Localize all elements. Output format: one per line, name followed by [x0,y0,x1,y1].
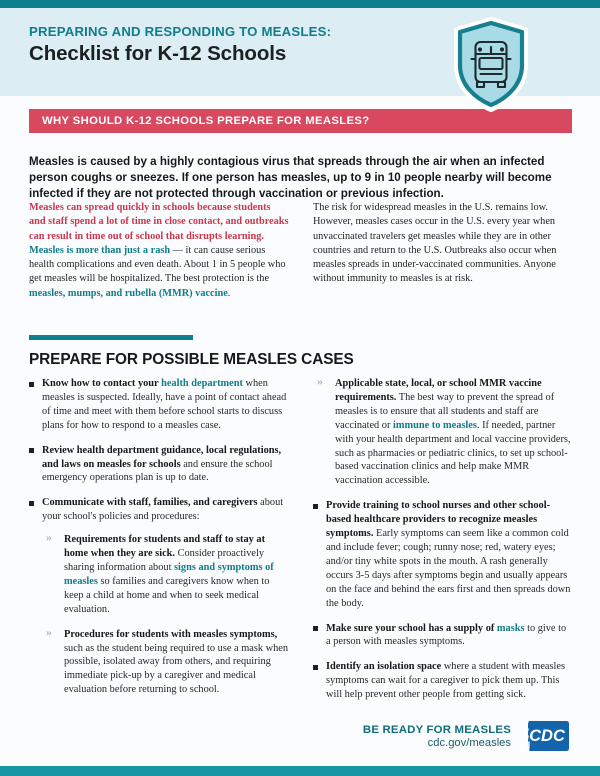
why-left-column [29,201,289,301]
prepare-section-columns [29,377,574,713]
item-bold-lead: Know how to contact your [42,378,162,389]
health-department-link[interactable]: health department [161,378,243,389]
item-bold-lead: Applicable state, local, or school MMR vaccine requirements. [335,378,542,403]
masks-link[interactable]: masks [496,622,525,634]
item-rest: when measles is suspected. Ideally, have a point of contact ahead of time and meet with them before school starts to discuss plans for how to respond to a measles case. [42,378,287,431]
checklist-left [29,377,289,697]
prepare-section-title: PREPARE FOR POSSIBLE MEASLES CASES [29,351,354,368]
cdc-logo [519,719,571,754]
why-section-columns [29,201,574,301]
subitem-rest-b: so families and caregivers know when to keep a child at home and when to seek medical evaluation. [64,575,270,615]
mmr-vaccine-link[interactable]: measles, mumps, and rubella (MMR) vaccine [29,287,228,299]
list-item [42,628,289,698]
item-bold-lead: Identify an isolation space [326,661,442,673]
item-rest-b: to give to a person with measles symptoms. [326,622,567,648]
checklist-left-subitems [42,533,289,697]
why-right-paragraph: The risk for widespread measles in the U.S. remains low. However, measles cases occur in the U.S. every year when unvaccinated travelers get measles while they are in other countries and return to the U.S. Outbreaks also occur when measles spreads in under-vaccinated communities. Anyone without immunity to measles is at risk. [313,202,557,285]
item-rest-a: where a student with measles symptoms can wait for a caregiver to pick them up. This will help prevent other people from getting sick. [326,661,566,701]
footer-tagline: BE READY FOR MEASLES [362,724,511,736]
section-divider-rule [29,335,193,340]
header-text-block [29,24,429,66]
shield-school-bus-icon [452,17,530,113]
why-teal-lead: Measles is more than just a rash [29,244,171,256]
why-red-lead: Measles can spread quickly in schools because students and staff spend a lot of time in close contact, and outbreaks can result in time out of school that disrupts learning. [29,202,289,242]
page-kicker: PREPARING AND RESPONDING TO MEASLES: [29,24,332,39]
subitem-bold-lead: Procedures for students with measles symptoms, [64,628,278,640]
item-rest-a: Early symptoms can seem like a common cold and include fever; cough; runny nose; red, watery eyes; and/or tiny white spots in the mouth. A rash generally occurs 3-5 days after symptoms begin and usually appears on the face and behind the ears first and then spreads down the body. [326,528,571,609]
why-body-middle: — it can cause serious health complications and even death. About 1 in 5 people who get measles will be hospitalized. The best protection is the [29,244,286,285]
why-right-column [313,201,573,301]
why-body-end: . [227,287,231,299]
cdc-logo-text: CDC [529,727,565,745]
item-rest: about your school's policies and procedures: [42,497,284,523]
item-rest: and ensure the school emergency operations plan is up to date. [42,458,273,484]
intro-paragraph: Measles is caused by a highly contagious virus that spreads through the air when an infected person coughs or sneezes. If one person has measles, up to 9 in 10 people nearby will become infected if they are not protected through vaccination or previous infection. [29,154,552,201]
subitem-bold-lead: Requirements for students and staff to stay at home when they are sick. [64,534,266,560]
page-footer [0,714,600,759]
list-item [29,377,289,433]
footer-url[interactable]: cdc.gov/measles [427,737,511,749]
item-bold-lead: Communicate with staff, families, and caregivers [42,497,258,509]
list-item [313,377,573,488]
subitem-rest-a: such as the student being required to use a mask when possible, isolated away from others, and requiring immediate pick-up by a caregiver and medical evaluation before returning to school. [64,642,289,696]
checklist-right [313,377,573,702]
list-item [42,533,289,616]
top-accent-bar [0,0,600,8]
list-item [29,444,289,486]
immune-to-measles-link[interactable]: immune to measles [393,419,477,431]
list-item [313,660,573,702]
prepare-right-column [313,377,573,713]
item-rest-a: The best way to prevent the spread of measles is to ensure that all students and staff are vaccinated or [335,391,555,431]
subitem-rest-a: Consider proactively sharing information about [64,548,265,573]
item-bold-lead: Make sure your school has a supply of [326,622,497,634]
item-rest-b: . If needed, partner with your health department and local vaccine providers, such as pharmacies or pediatric clinics, to set up school-based vaccination clinics and help make MMR vaccination accessible. [335,419,571,487]
bottom-accent-bar [0,766,600,776]
signs-symptoms-link[interactable]: signs and symptoms of measles [64,561,274,587]
why-left-paragraph [29,201,289,301]
item-bold-lead: Review health department guidance, local regulations, and laws on measles for schools [42,444,282,470]
list-item [29,496,289,697]
why-section-banner-title: WHY SHOULD K-12 SCHOOLS PREPARE FOR MEASLES? [42,115,370,127]
list-item [313,499,573,610]
item-bold-lead: Provide training to school nurses and other school-based healthcare providers to recognize measles symptoms. [326,500,551,540]
prepare-left-column [29,377,289,713]
list-item [313,622,573,650]
footer-text-block [363,724,511,749]
page-title: Checklist for K-12 Schools [29,42,287,65]
